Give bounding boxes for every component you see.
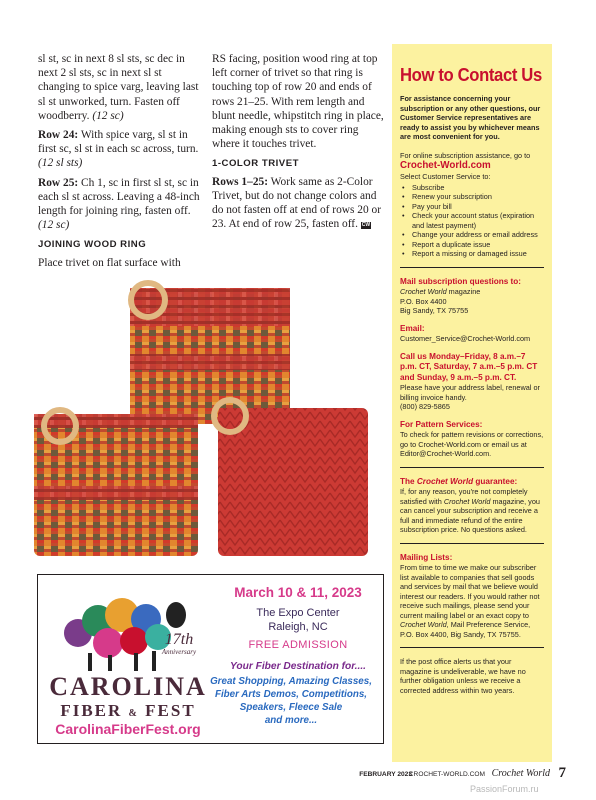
heading-joining-wood-ring: JOINING WOOD RING bbox=[38, 239, 147, 251]
email-block: Email: Customer_Service@Crochet-World.com bbox=[400, 324, 544, 344]
mail-questions: Mail subscription questions to: Crochet World magazine P.O. Box 4400 Big Sandy, TX 75755 bbox=[400, 276, 521, 315]
email-link[interactable]: Customer_Service@Crochet-World.com bbox=[400, 334, 531, 343]
ad-free-admission: FREE ADMISSION bbox=[248, 639, 348, 651]
paragraph-row23-end: sl st, sc in next 8 sl sts, sc dec in next 2 sl sts, sc in next sl st changing to spice varg, leaving last sl st unworked, turn. Fasten off woodberry. (12 sc) bbox=[38, 53, 199, 122]
carolina-fiber-fest-ad[interactable] bbox=[37, 574, 384, 744]
mailing-lists-block: Mailing Lists: From time to time we make our subscriber list available to companies that sell goods and services by mail that we believe would interest our readers. If you would rather not receive such mailings, please send your current mailing label or an exact copy to Crochet World, Mail Preference Service, P.O. Box 4400, Big Sandy, TX 75755. bbox=[400, 552, 540, 639]
ad-feature-line: Fiber Arts Demos, Competitions, bbox=[214, 689, 368, 700]
divider bbox=[400, 467, 544, 468]
list-item: • Pay your bill bbox=[400, 202, 544, 212]
sheep-yarn-icon bbox=[48, 585, 208, 675]
end-mark-icon: CW bbox=[361, 222, 371, 229]
watermark: PassionForum.ru bbox=[470, 784, 539, 794]
ad-date: March 10 & 11, 2023 bbox=[234, 585, 362, 600]
paragraph-row24: Row 24: With spice varg, sl st in first sc, sl st in each sc across, turn. (12 sl sts) bbox=[38, 129, 199, 170]
list-item: • Check your account status (expiration and latest payment) bbox=[400, 211, 544, 230]
body-column-1 bbox=[38, 52, 206, 275]
sidebar-title: How to Contact Us bbox=[400, 64, 542, 85]
anniversary-badge: 17th Anniversary bbox=[161, 631, 197, 656]
body-column-2 bbox=[212, 52, 384, 236]
paragraph-joining: Place trivet on flat surface with bbox=[38, 256, 181, 269]
online-url-link[interactable]: Crochet-World.com bbox=[400, 160, 491, 171]
sidebar-intro: For assistance concerning your subscription or any other questions, our Customer Service representatives are ready to assist you by whichever means are most convenient for you. bbox=[400, 94, 541, 141]
page-number: 7 bbox=[558, 765, 566, 781]
trivet-multicolor-left bbox=[34, 414, 198, 556]
pattern-services: For Pattern Services: To check for pattern revisions or corrections, go to Crochet-World.com or email us at Editor@Crochet-World.com. bbox=[400, 419, 544, 458]
list-item: • Renew your subscription bbox=[400, 192, 544, 202]
ad-destination: Your Fiber Destination for.... bbox=[229, 661, 367, 672]
ad-feature-line: Great Shopping, Amazing Classes, bbox=[210, 676, 372, 687]
trivets-photo bbox=[30, 276, 386, 561]
page-footer bbox=[352, 765, 572, 782]
contact-sidebar bbox=[392, 44, 552, 762]
footer-issue: FEBRUARY 2023 bbox=[359, 771, 412, 778]
list-item: • Change your address or email address bbox=[400, 230, 544, 240]
ad-website-link[interactable]: CarolinaFiberFest.org bbox=[55, 721, 201, 737]
list-item: • Report a missing or damaged issue bbox=[400, 249, 544, 259]
phone-block: Call us Monday–Friday, 8 a.m.–7 p.m. CT, Saturday, 7 a.m.–5 p.m. CT and Sunday, 9 a.m.–5 p.m. CT. Please have your address label, renewal or billing invoice handy. (800) 829-5865 bbox=[400, 352, 544, 412]
ad-brand-carolina: CAROLINA bbox=[49, 672, 207, 701]
divider bbox=[400, 267, 544, 268]
ad-feature-line: Speakers, Fleece Sale bbox=[239, 702, 343, 713]
ad-venue: The Expo Center Raleigh, NC bbox=[256, 607, 340, 633]
paragraph-joining-cont: RS facing, position wood ring at top left corner of trivet so that ring is touching top of row 20 and ends of rows 21–25. With rem length and blunt needle, whipstitch ring in place, making enough sts to cover ring where it touches trivet. bbox=[212, 53, 384, 151]
guarantee-block: The Crochet World guarantee: If, for any reason, you're not completely satisfied with Crochet World magazine, you can cancel your subscription and receive a full and immediate refund of the entire subscription price. No questions asked. bbox=[400, 476, 540, 534]
list-item: • Report a duplicate issue bbox=[400, 240, 544, 250]
ad-brand-fiberfest: FIBER & FEST bbox=[60, 701, 196, 720]
paragraph-row25: Row 25: Ch 1, sc in first sl st, sc in each sl st across. Leaving a 48-inch length for joining ring, fasten off. (12 sc) bbox=[38, 176, 200, 232]
paragraph-rows-1-25: Rows 1–25: Work same as 2-Color Trivet, but do not change colors and do not fasten off at end of rows 20 or 23. At end of row 25, fasten off. CW bbox=[212, 175, 382, 231]
online-services-list bbox=[400, 183, 544, 259]
heading-1-color-trivet: 1-COLOR TRIVET bbox=[212, 158, 299, 170]
list-item: • Subscribe bbox=[400, 183, 544, 193]
online-assistance: For online subscription assistance, go to Crochet-World.com Select Customer Service to: • Subscribe • Renew your subscription • Pay your bill • Check your account status (expiration and latest payment) • Change your address or email address • Report a duplicate issue • Report a missing or damaged issue bbox=[400, 151, 544, 259]
divider bbox=[400, 543, 544, 544]
undeliverable-note: If the post office alerts us that your magazine is undeliverable, we have no further obligation unless we receive a corrected address within two years. bbox=[400, 657, 526, 695]
divider bbox=[400, 647, 544, 648]
phone-number: (800) 829-5865 bbox=[400, 402, 450, 411]
footer-magazine: Crochet World bbox=[491, 768, 550, 779]
footer-site: CROCHET-WORLD.COM bbox=[408, 771, 485, 778]
ad-feature-line: and more... bbox=[264, 715, 318, 726]
